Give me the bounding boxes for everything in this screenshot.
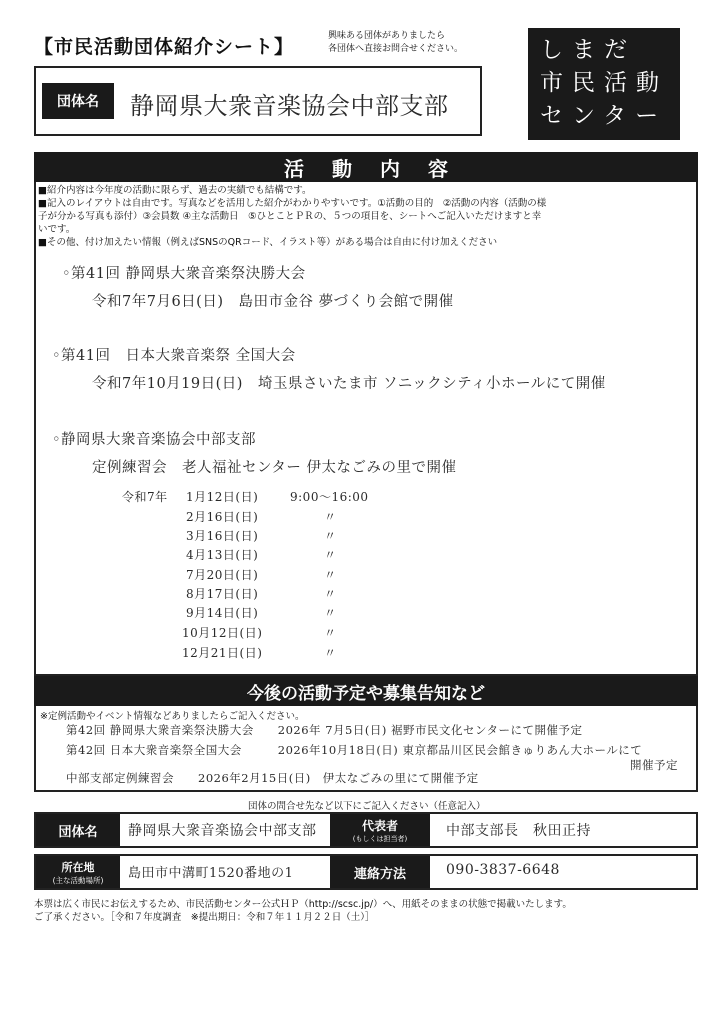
- future-item: 中部支部定例練習会 2026年2月15日(日) 伊太なごみの里にて開催予定: [66, 771, 479, 785]
- activity-item-detail: 定例練習会 老人福祉センター 伊太なごみの里で開催: [92, 460, 457, 476]
- header-note-line: 各団体へ直接お問合せください。: [328, 44, 464, 54]
- contact-group-label: [36, 814, 120, 846]
- future-item: 第42回 静岡県大衆音楽祭決勝大会 2026年 7月5日(日) 裾野市民文化センターにて開催予定: [66, 723, 583, 737]
- contact-method-value: 090-3837-6648: [446, 862, 560, 878]
- ditto-mark: 〃: [324, 548, 337, 562]
- future-heading: 今後の活動予定や募集告知など: [34, 676, 698, 706]
- future-item-cont: 開催予定: [630, 758, 678, 772]
- center-logo: [528, 28, 680, 140]
- contact-group-label-text: 団体名: [58, 824, 98, 840]
- activity-note: ■その他、付け加えたい情報（例えばSNSのQRコード、イラスト等）がある場合は自由に付け加えください: [38, 237, 498, 248]
- address-label-text: 所在地: [61, 860, 95, 874]
- address-label: [36, 856, 120, 888]
- activity-note: ■記入のレイアウトは自由です。写真などを活用した紹介がわかりやすいです。①活動の目的 ②活動の内容（活動の様: [38, 198, 547, 209]
- schedule-year: 令和7年: [122, 490, 168, 504]
- sheet-title: 【市民活動団体紹介シート】: [34, 36, 295, 58]
- center-logo-line: センター: [540, 103, 668, 129]
- activity-heading: 活動内容: [34, 152, 698, 182]
- contact-note: 団体の問合せ先など以下にご記入ください（任意記入）: [248, 801, 486, 812]
- ditto-mark: 〃: [324, 529, 337, 543]
- schedule-date: 1月12日(日): [186, 490, 259, 504]
- activity-item-detail: 令和7年7月6日(日) 島田市金谷 夢づくり会館で開催: [92, 294, 454, 310]
- activity-item-title: ◦第41回 日本大衆音楽祭 全国大会: [52, 348, 296, 364]
- future-note: ※定例活動やイベント情報などありましたらご記入ください。: [40, 711, 305, 722]
- schedule-date: 12月21日(日): [182, 646, 263, 660]
- representative-sublabel: (もしくは担当者): [352, 834, 408, 843]
- contact-method-label-text: 連絡方法: [353, 866, 406, 882]
- activity-note: 子が分かる写真も添付）③会員数 ④主な活動日 ⑤ひとことＰＲの、５つの項目を、シートへご記入いただけますと幸: [38, 211, 542, 222]
- activity-notes: [38, 184, 694, 249]
- representative-label-text: 代表者: [361, 818, 398, 833]
- activity-item-detail: 令和7年10月19日(日) 埼玉県さいたま市 ソニックシティ小ホールにて開催: [92, 376, 606, 392]
- schedule-date: 10月12日(日): [182, 626, 263, 640]
- representative-value: 中部支部長 秋田正持: [446, 823, 591, 839]
- schedule-date: 4月13日(日): [186, 548, 259, 562]
- ditto-mark: 〃: [324, 587, 337, 601]
- future-item: 第42回 日本大衆音楽祭全国大会 2026年10月18日(日) 東京都品川区民会館きゅりあん大ホールにて: [66, 743, 643, 757]
- activity-note: いです。: [38, 224, 76, 235]
- ditto-mark: 〃: [324, 510, 337, 524]
- schedule-date: 8月17日(日): [186, 587, 259, 601]
- schedule-time: 9:00〜16:00: [290, 490, 369, 504]
- activity-item-title: ◦静岡県大衆音楽協会中部支部: [52, 432, 257, 448]
- footer-line: ご了承ください。［令和７年度調査 ※提出期日：令和７年１１月２２日（土）］: [34, 912, 375, 923]
- representative-label: [330, 814, 430, 846]
- address-sublabel: (主な活動場所): [52, 875, 104, 885]
- ditto-mark: 〃: [324, 568, 337, 582]
- center-logo-line: 市民活動: [540, 70, 668, 96]
- activity-item-title: ◦第41回 静岡県大衆音楽祭決勝大会: [62, 266, 306, 282]
- center-logo-line: しまだ: [540, 37, 636, 63]
- group-name-label: 団体名: [42, 83, 114, 119]
- footer-line: 本票は広く市民にお伝えするため、市民活動センター公式ＨＰ（http://scsc.jp/）へ、用紙そのままの状態で掲載いたします。: [34, 899, 572, 910]
- header-note: [328, 30, 463, 56]
- ditto-mark: 〃: [324, 626, 337, 640]
- contact-group-value: 静岡県大衆音楽協会中部支部: [128, 823, 317, 839]
- header-note-line: 興味ある団体がありましたら: [328, 31, 446, 41]
- schedule-date: 2月16日(日): [186, 510, 259, 524]
- schedule-date: 7月20日(日): [186, 568, 259, 582]
- group-name-value: 静岡県大衆音楽協会中部支部: [130, 92, 449, 120]
- ditto-mark: 〃: [324, 646, 337, 660]
- contact-method-label: [330, 856, 430, 888]
- footer-note: [34, 898, 572, 924]
- address-value: 島田市中溝町1520番地の1: [128, 866, 294, 881]
- schedule-date: 3月16日(日): [186, 529, 259, 543]
- ditto-mark: 〃: [324, 606, 337, 620]
- activity-note: ■紹介内容は今年度の活動に限らず、過去の実績でも結構です。: [38, 185, 312, 196]
- schedule-date: 9月14日(日): [186, 606, 259, 620]
